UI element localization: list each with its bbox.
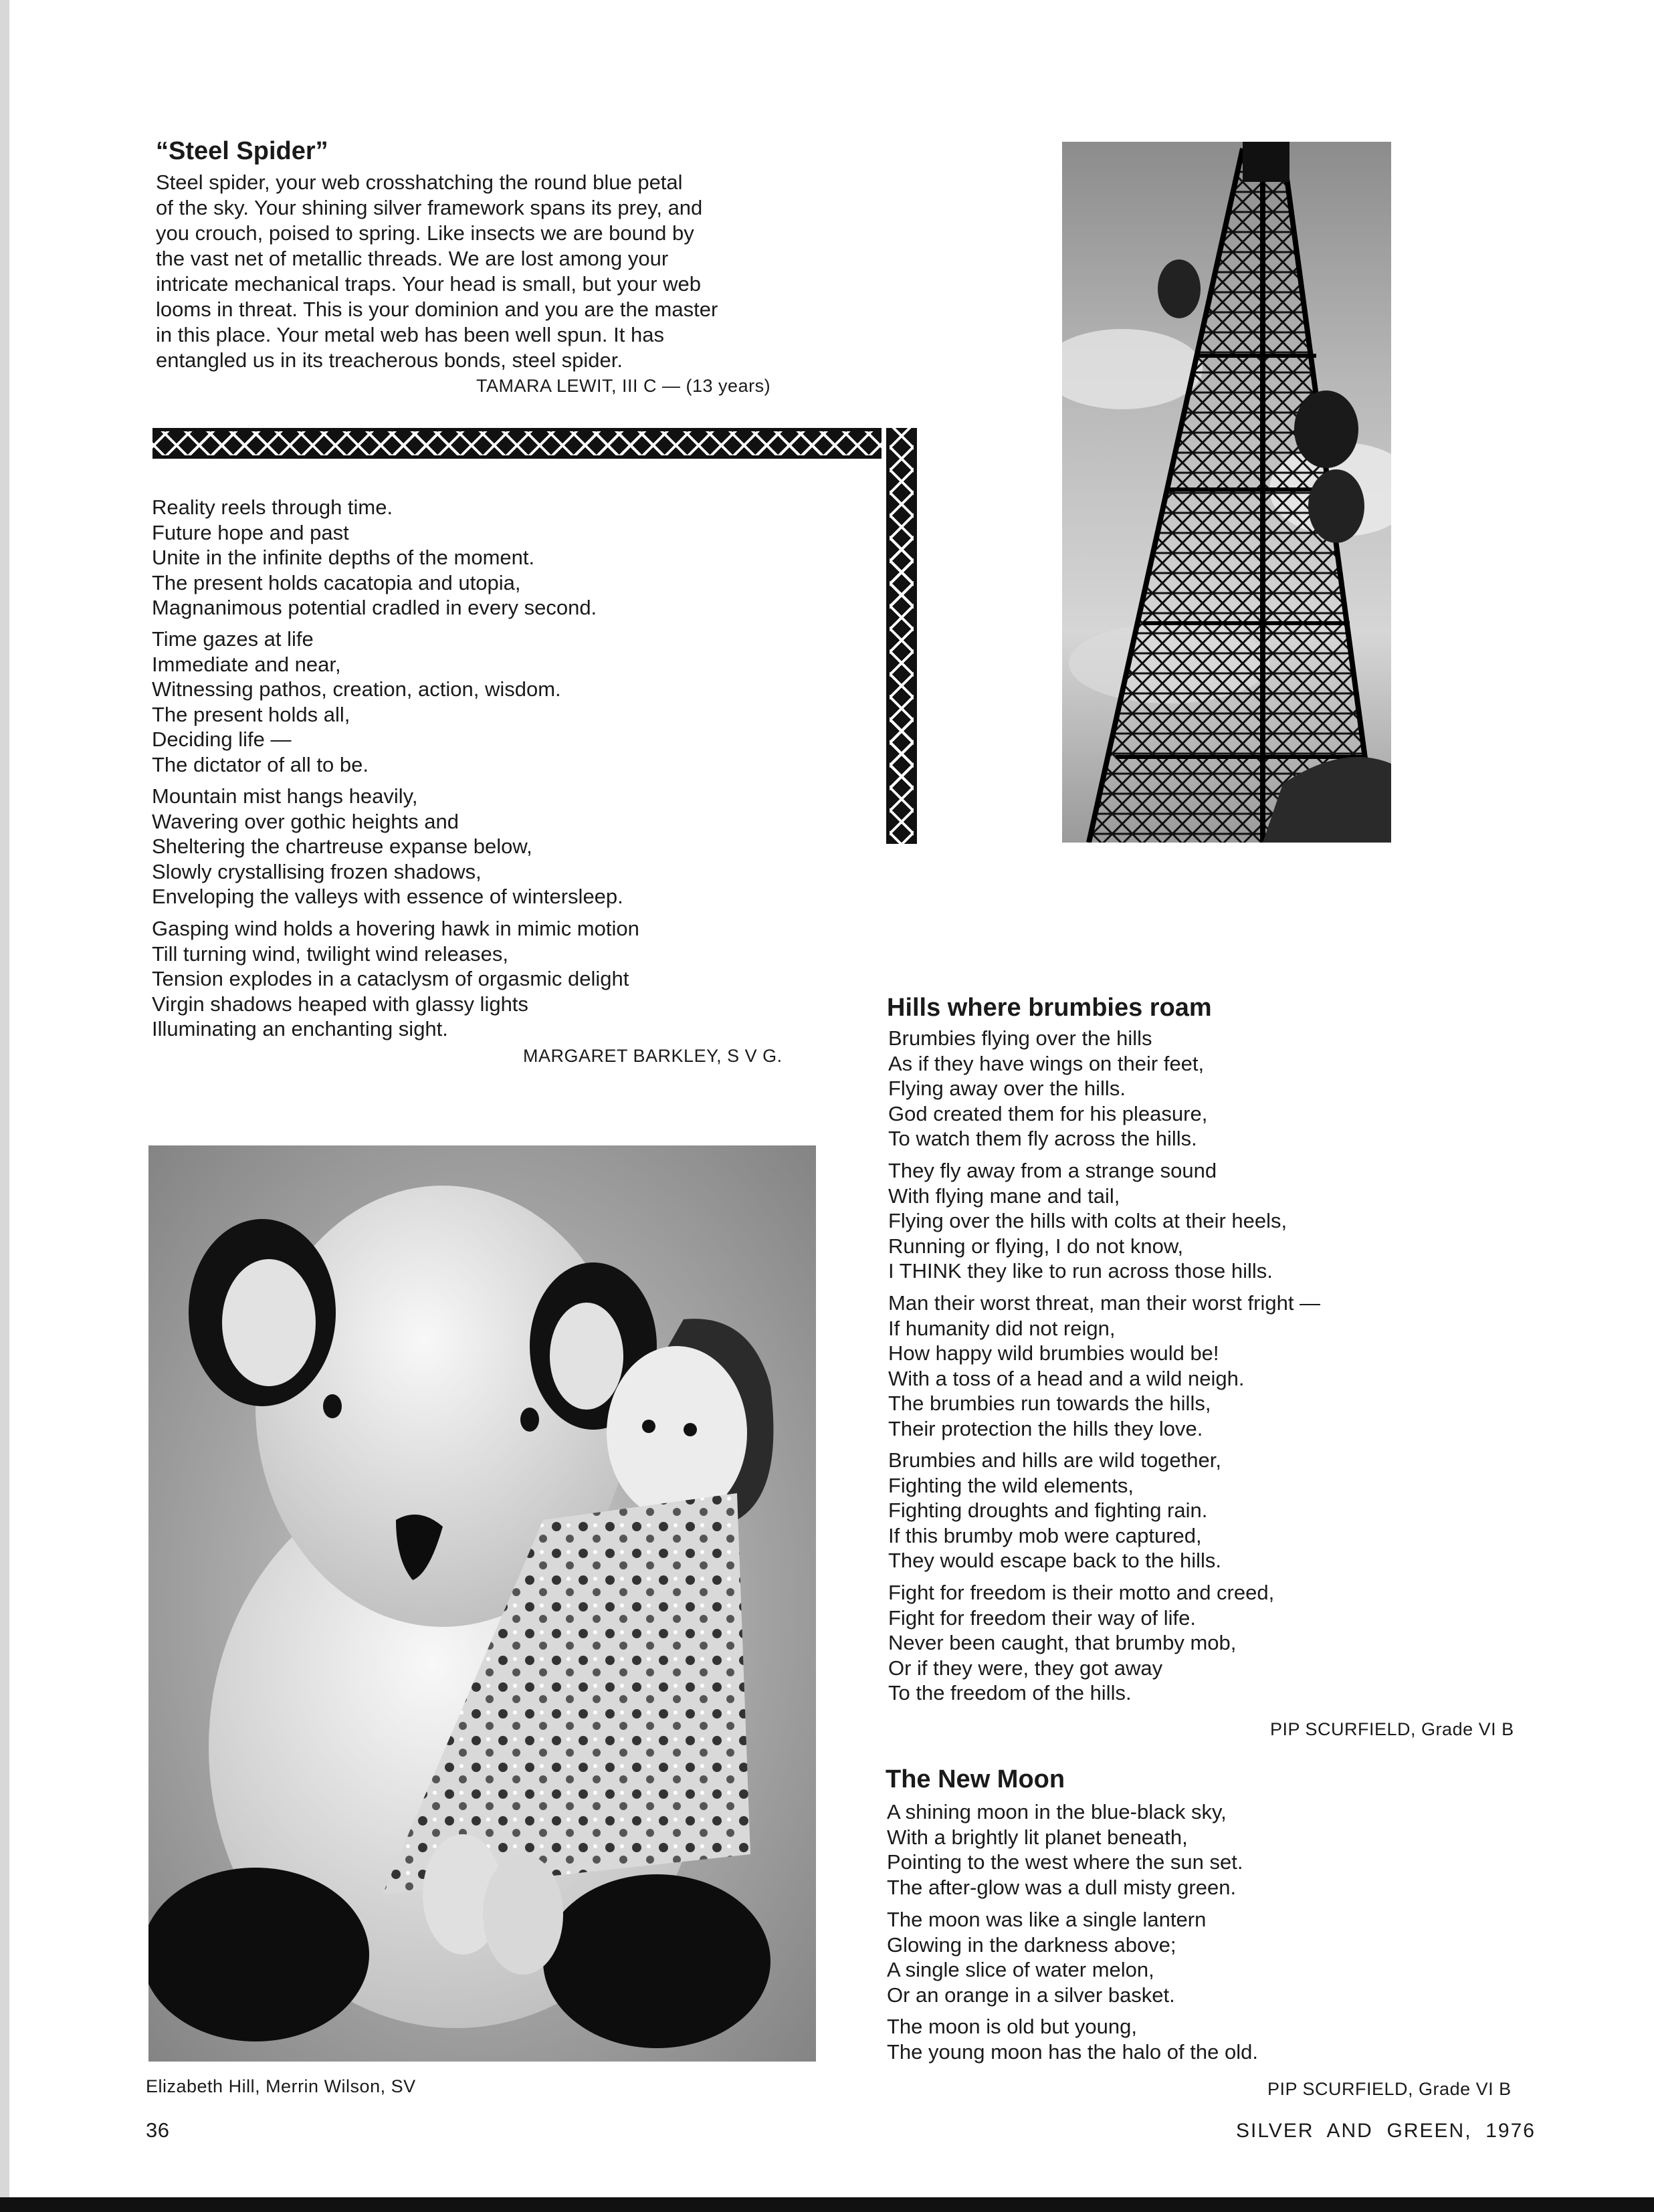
teddy-bear-doll-photo bbox=[148, 1145, 816, 2062]
new-moon-title: The New Moon bbox=[886, 1765, 1065, 1793]
poem-line: Witnessing pathos, creation, action, wisdom. bbox=[152, 677, 561, 701]
poem-line: Or if they were, they got away bbox=[888, 1656, 1163, 1680]
photo-caption: Elizabeth Hill, Merrin Wilson, SV bbox=[146, 2076, 416, 2096]
tower-photo-image bbox=[1062, 142, 1391, 843]
prose-line: in this place. Your metal web has been well spun. It has bbox=[156, 323, 664, 346]
poem-line: Time gazes at life bbox=[152, 627, 314, 651]
poem-line: Wavering over gothic heights and bbox=[152, 809, 459, 833]
poem-line: Gasping wind holds a hovering hawk in mimic motion bbox=[152, 917, 639, 940]
poem-line: Mountain mist hangs heavily, bbox=[152, 784, 418, 808]
reality-stanza bbox=[152, 784, 623, 909]
reality-stanza bbox=[152, 495, 597, 621]
prose-line: intricate mechanical traps. Your head is small, but your web bbox=[156, 272, 702, 296]
tower-photo bbox=[1062, 142, 1391, 843]
poem-line: Glowing in the darkness above; bbox=[887, 1932, 1176, 1957]
prose-line: of the sky. Your shining silver framework spans its prey, and bbox=[156, 196, 703, 219]
prose-line: entangled us in its treacherous bonds, steel spider. bbox=[156, 348, 623, 372]
prose-line: looms in threat. This is your dominion and you are the master bbox=[156, 298, 718, 321]
poem-line: The moon was like a single lantern bbox=[887, 1908, 1207, 1931]
prose-line: the vast net of metallic threads. We are lost among your bbox=[156, 247, 669, 270]
page-bottom-edge bbox=[0, 2197, 1654, 2212]
poem-line: They fly away from a strange sound bbox=[888, 1159, 1217, 1182]
poem-line: Never been caught, that brumby mob, bbox=[888, 1631, 1237, 1655]
poem-line: A single slice of water melon, bbox=[887, 1958, 1154, 1982]
steel-spider-text bbox=[156, 170, 718, 373]
new-moon-stanza bbox=[887, 2014, 1258, 2064]
poem-line: Running or flying, I do not know, bbox=[888, 1234, 1184, 1258]
brumbies-author: PIP SCURFIELD, Grade VI B bbox=[1270, 1719, 1514, 1739]
poem-line: With flying mane and tail, bbox=[888, 1184, 1120, 1208]
poem-line: Tension explodes in a cataclysm of orgasmic delight bbox=[152, 967, 629, 991]
poem-line: Reality reels through time. bbox=[152, 495, 393, 519]
poem-line: Future hope and past bbox=[152, 520, 349, 544]
brumbies-stanza bbox=[888, 1448, 1221, 1573]
poem-line: How happy wild brumbies would be! bbox=[888, 1341, 1219, 1365]
poem-line: The after-glow was a dull misty green. bbox=[887, 1875, 1237, 1899]
page-binding-edge bbox=[0, 0, 9, 2212]
poem-line: Flying over the hills with colts at their heels, bbox=[888, 1209, 1287, 1233]
poem-line: The present holds all, bbox=[152, 702, 350, 726]
poem-line: The brumbies run towards the hills, bbox=[888, 1392, 1211, 1416]
brumbies-stanza bbox=[888, 1580, 1274, 1706]
new-moon-author: PIP SCURFIELD, Grade VI B bbox=[1267, 2079, 1512, 2099]
poem-line: Man their worst threat, man their worst fright — bbox=[888, 1291, 1321, 1315]
poem-line: Enveloping the valleys with essence of wintersleep. bbox=[152, 885, 623, 909]
poem-line: To watch them fly across the hills. bbox=[888, 1127, 1197, 1151]
decorative-border-vertical bbox=[886, 428, 917, 844]
poem-line: Their protection the hills they love. bbox=[888, 1416, 1203, 1440]
poem-line: The young moon has the halo of the old. bbox=[887, 2039, 1258, 2064]
prose-line: you crouch, poised to spring. Like insects we are bound by bbox=[156, 221, 694, 245]
poem-line: If humanity did not reign, bbox=[888, 1316, 1116, 1340]
poem-line: As if they have wings on their feet, bbox=[888, 1051, 1205, 1075]
poem-line: The moon is old but young, bbox=[887, 2015, 1137, 2038]
reality-stanza bbox=[152, 916, 639, 1042]
poem-line: They would escape back to the hills. bbox=[888, 1549, 1221, 1573]
reality-stanza bbox=[152, 627, 561, 778]
brumbies-stanza bbox=[888, 1158, 1287, 1284]
poem-line: If this brumby mob were captured, bbox=[888, 1523, 1202, 1547]
poem-line: To the freedom of the hills. bbox=[888, 1681, 1132, 1705]
poem-line: Fight for freedom their way of life. bbox=[888, 1606, 1197, 1630]
poem-line: God created them for his pleasure, bbox=[888, 1101, 1208, 1125]
poem-line: Brumbies flying over the hills bbox=[888, 1026, 1152, 1050]
steel-spider-title: “Steel Spider” bbox=[156, 137, 328, 165]
poem-line: Flying away over the hills. bbox=[888, 1077, 1126, 1101]
brumbies-stanza bbox=[888, 1026, 1207, 1151]
poem-line: Or an orange in a silver basket. bbox=[887, 1983, 1175, 2007]
reality-poem-author: MARGARET BARKLEY, S V G. bbox=[523, 1046, 783, 1066]
brumbies-title: Hills where brumbies roam bbox=[887, 994, 1212, 1022]
poem-line: With a toss of a head and a wild neigh. bbox=[888, 1366, 1245, 1390]
poem-line: Fight for freedom is their motto and creed, bbox=[888, 1581, 1275, 1604]
poem-line: The dictator of all to be. bbox=[152, 752, 369, 776]
poem-line: Pointing to the west where the sun set. bbox=[887, 1850, 1243, 1874]
page-number: 36 bbox=[146, 2118, 170, 2142]
poem-line: Immediate and near, bbox=[152, 652, 341, 676]
poem-line: A shining moon in the blue-black sky, bbox=[887, 1800, 1227, 1823]
poem-line: Illuminating an enchanting sight. bbox=[152, 1017, 448, 1041]
poem-line: Sheltering the chartreuse expanse below, bbox=[152, 835, 532, 859]
teddy-bear-doll-image bbox=[148, 1145, 816, 2062]
poem-line: Magnanimous potential cradled in every second. bbox=[152, 596, 597, 620]
steel-spider-author: TAMARA LEWIT, III C — (13 years) bbox=[476, 376, 771, 396]
poem-line: With a brightly lit planet beneath, bbox=[887, 1825, 1188, 1849]
poem-line: Fighting droughts and fighting rain. bbox=[888, 1499, 1208, 1523]
poem-line: Virgin shadows heaped with glassy lights bbox=[152, 992, 528, 1016]
prose-line: Steel spider, your web crosshatching the round blue petal bbox=[156, 171, 683, 194]
poem-line: Unite in the infinite depths of the moment. bbox=[152, 546, 535, 570]
poem-line: I THINK they like to run across those hills. bbox=[888, 1259, 1273, 1283]
brumbies-stanza bbox=[888, 1291, 1320, 1442]
decorative-border-horizontal bbox=[152, 428, 882, 459]
poem-line: Slowly crystallising frozen shadows, bbox=[152, 859, 482, 883]
poem-line: Deciding life — bbox=[152, 728, 292, 752]
poem-line: Fighting the wild elements, bbox=[888, 1473, 1134, 1497]
poem-line: The present holds cacatopia and utopia, bbox=[152, 570, 521, 594]
new-moon-stanza bbox=[887, 1799, 1243, 1900]
publication-footer: SILVER AND GREEN, 1976 bbox=[1236, 2120, 1536, 2142]
poem-line: Brumbies and hills are wild together, bbox=[888, 1448, 1221, 1472]
poem-line: Till turning wind, twilight wind releases, bbox=[152, 942, 508, 966]
new-moon-stanza bbox=[887, 1907, 1206, 2007]
